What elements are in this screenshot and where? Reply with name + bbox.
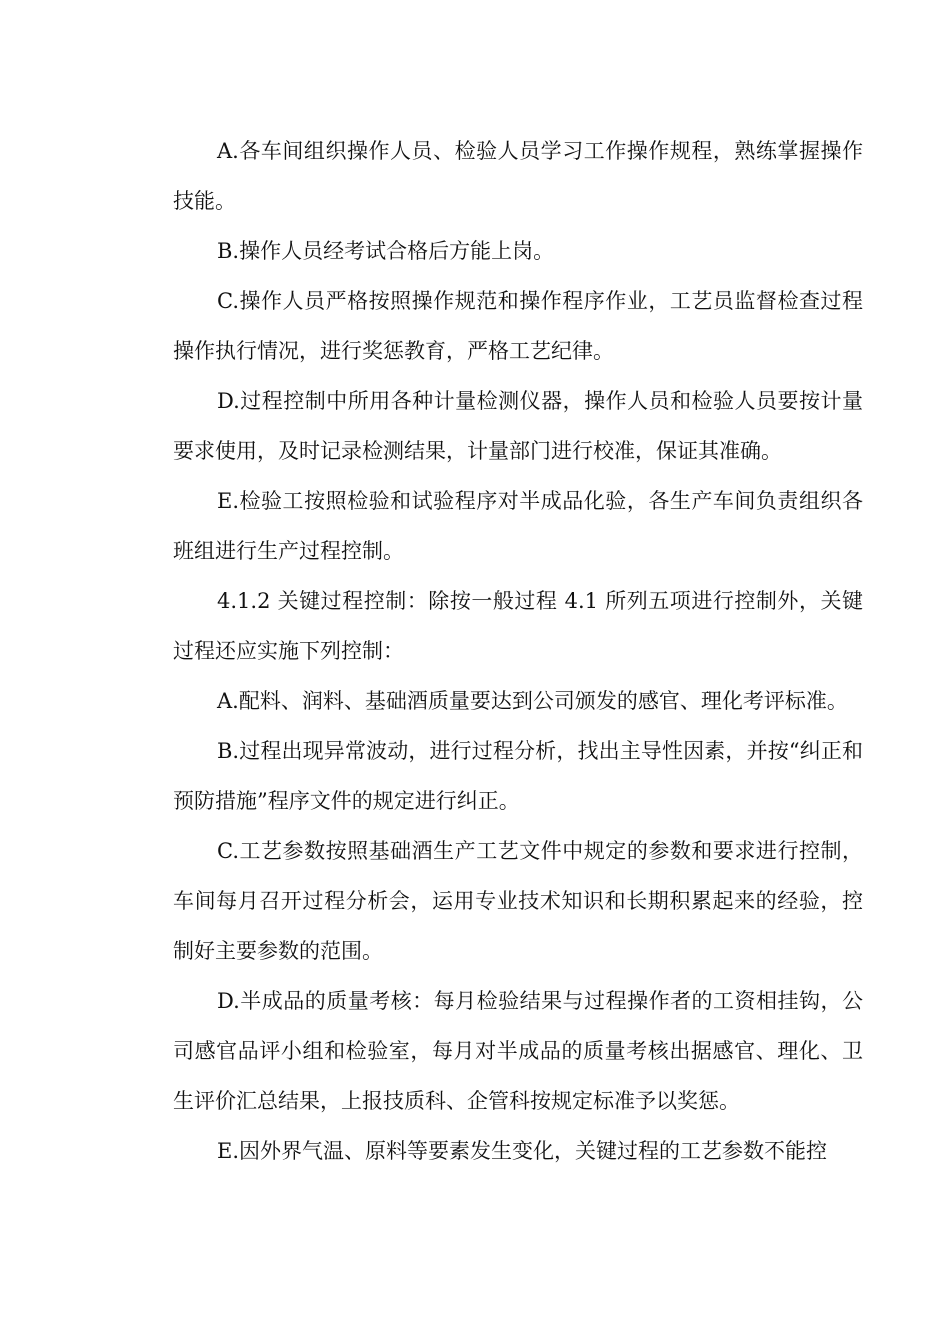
paragraph-e-external-factors: E.因外界气温、原料等要素发生变化，关键过程的工艺参数不能控 <box>217 1139 828 1163</box>
paragraph-b-qualification: B.操作人员经考试合格后方能上岗。 <box>217 239 555 263</box>
paragraph-a-material-quality: A.配料、润料、基础酒质量要达到公司颁发的感官、理化考评标准。 <box>217 689 848 713</box>
section-heading-4-1-2: 4.1.2 关键过程控制：除按一般过程 4.1 所列五项进行控制外，关键过程还应实施下列控制： <box>173 589 863 663</box>
document-body <box>173 126 863 1176</box>
paragraph-c-process-parameters: C.工艺参数按照基础酒生产工艺文件中规定的参数和要求进行控制，车间每月召开过程分析会，运用专业技术知识和长期积累起来的经验，控制好主要参数的范围。 <box>173 839 863 963</box>
paragraph-d-measuring-instruments: D.过程控制中所用各种计量检测仪器，操作人员和检验人员要按计量要求使用，及时记录检测结果，计量部门进行校准，保证其准确。 <box>173 389 863 463</box>
paragraph-b-abnormal-fluctuation: B.过程出现异常波动，进行过程分析，找出主导性因素，并按“纠正和预防措施”程序文件的规定进行纠正。 <box>173 739 863 813</box>
paragraph-e-inspection: E.检验工按照检验和试验程序对半成品化验，各生产车间负责组织各班组进行生产过程控制。 <box>173 489 863 563</box>
paragraph-c-operation-standards: C.操作人员严格按照操作规范和操作程序作业，工艺员监督检查过程操作执行情况，进行奖惩教育，严格工艺纪律。 <box>173 289 863 363</box>
paragraph-a-training: A.各车间组织操作人员、检验人员学习工作操作规程，熟练掌握操作技能。 <box>173 139 863 213</box>
paragraph-d-quality-assessment: D.半成品的质量考核：每月检验结果与过程操作者的工资相挂钩，公司感官品评小组和检验室，每月对半成品的质量考核出据感官、理化、卫生评价汇总结果，上报技质科、企管科按规定标准予以奖惩。 <box>173 989 863 1113</box>
